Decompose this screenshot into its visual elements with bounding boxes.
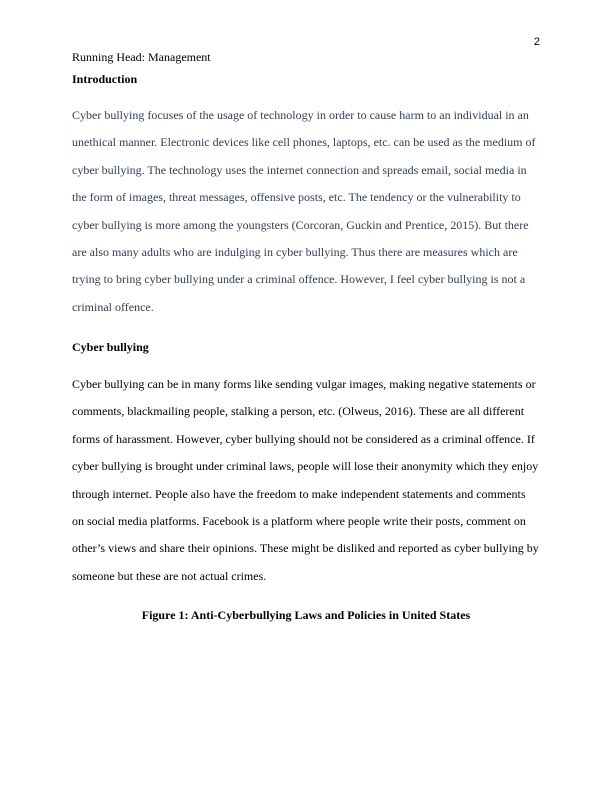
introduction-paragraph: Cyber bullying focuses of the usage of technology in order to cause harm to an individual in an unethical manner. Electronic devices like cell phones, laptops, etc. can be used as the medium of cyber bullying. The technology uses the internet connection and spreads email, social media in the form of images, threat messages, offensive posts, etc. The tendency or the vulnerability to cyber bullying is more among the youngsters (Corcoran, Guckin and Prentice, 2015). But there are also many adults who are indulging in cyber bullying. Thus there are measures which are trying to bring cyber bullying under a criminal offence. However, I feel cyber bullying is not a criminal offence. (72, 108, 536, 314)
cyber-bullying-heading: Cyber bullying (72, 340, 149, 354)
cyber-bullying-paragraph: Cyber bullying can be in many forms like sending vulgar images, making negative statements or comments, blackmailing people, stalking a person, etc. (Olweus, 2016). These are all different forms of harassment. However, cyber bullying should not be considered as a criminal offence. If cyber bullying is brought under criminal laws, people will lose their anonymity which they enjoy through internet. People also have the freedom to make independent statements and comments on social media platforms. Facebook is a platform where people write their posts, comment on other’s views and share their opinions. These might be disliked and reported as cyber bullying by someone but these are not actual crimes. (72, 377, 539, 583)
page-number: 2 (533, 36, 540, 48)
running-head: Running Head: Management (72, 50, 211, 64)
introduction-heading: Introduction (72, 72, 138, 86)
figure-caption: Figure 1: Anti-Cyberbullying Laws and Policies in United States (141, 608, 471, 622)
